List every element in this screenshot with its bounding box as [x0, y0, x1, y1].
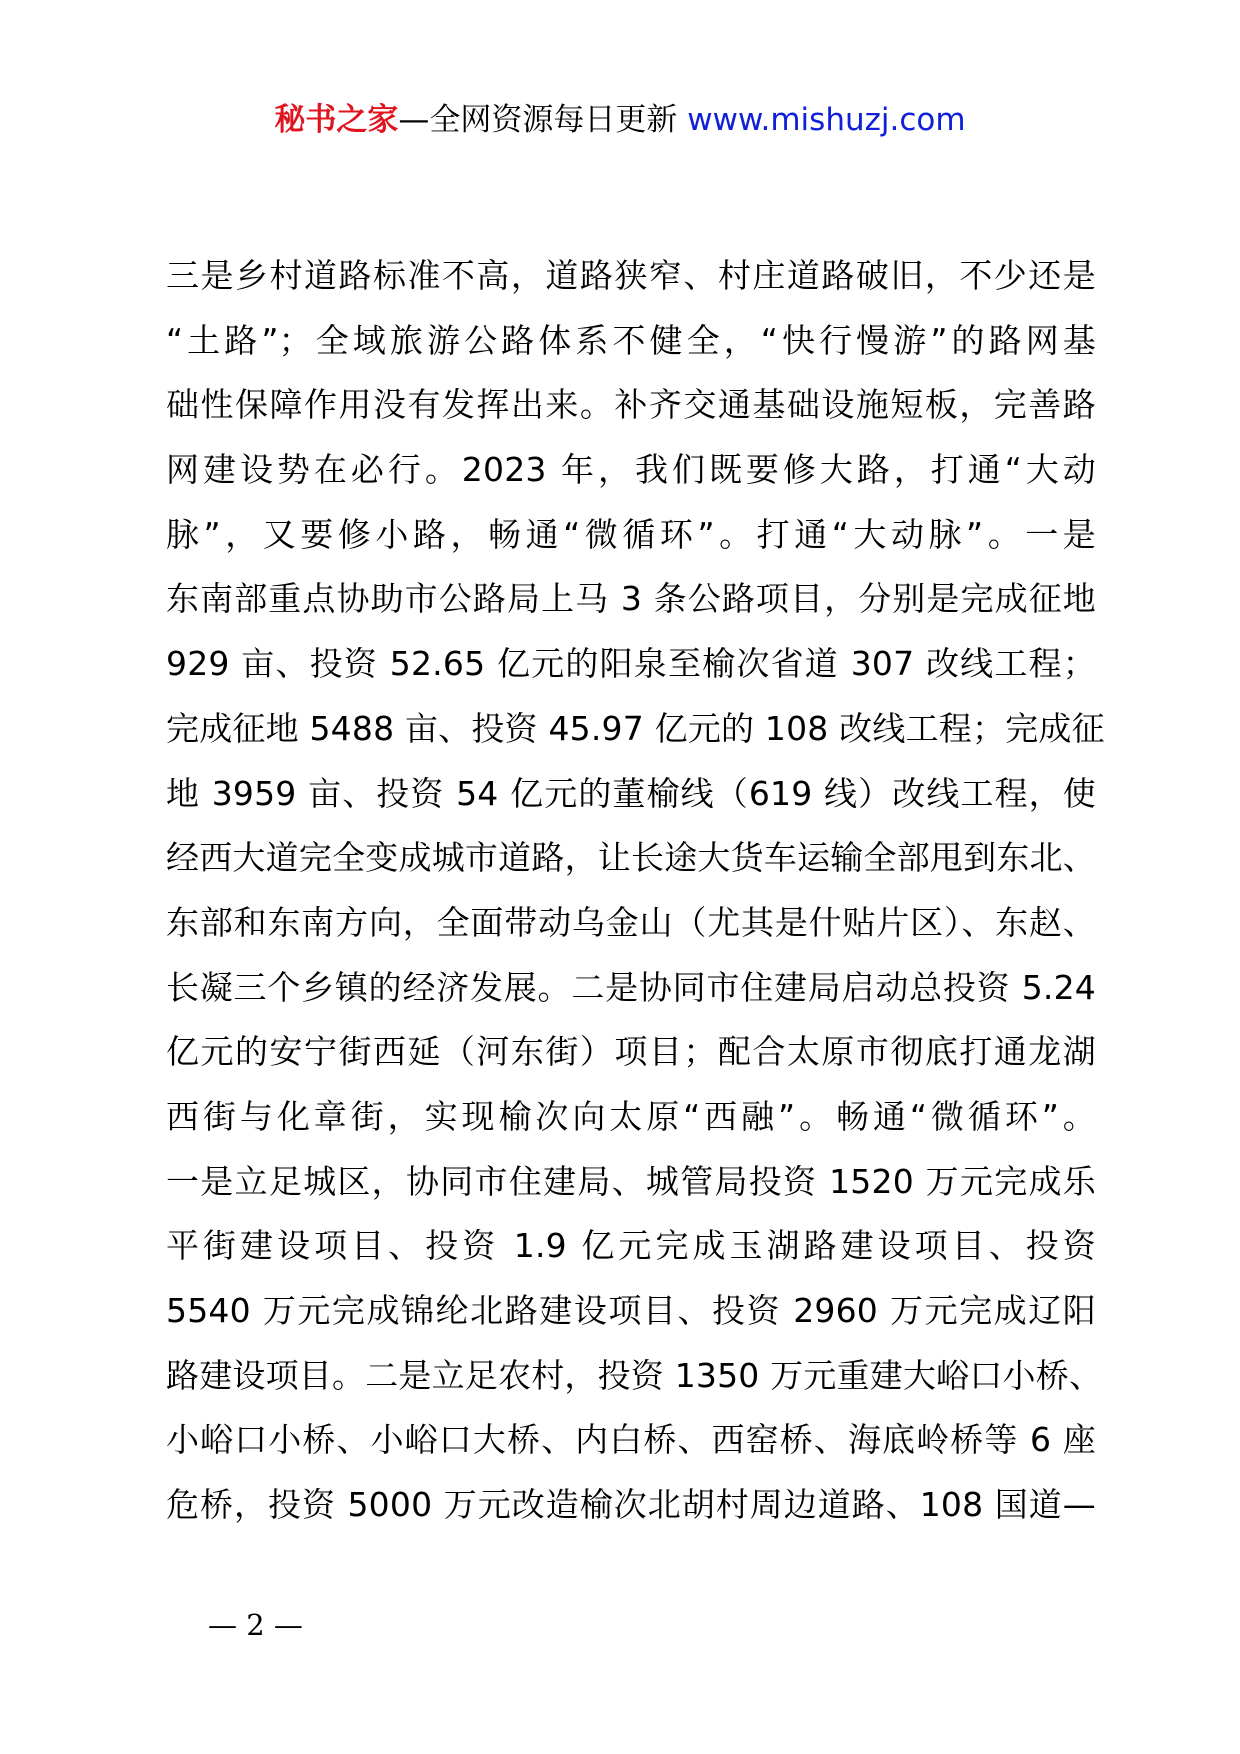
body-line: 危桥，投资 5000 万元改造榆次北胡村周边道路、108 国道—	[166, 1485, 1096, 1525]
body-line: 脉”，又要修小路，畅通“微循环”。打通“大动脉”。一是	[166, 514, 1096, 554]
site-url-link[interactable]: www.mishuzj.com	[687, 102, 966, 138]
body-line: 路建设项目。二是立足农村，投资 1350 万元重建大峪口小桥、	[166, 1355, 1103, 1395]
body-line: 地 3959 亩、投资 54 亿元的董榆线（619 线）改线工程，使	[166, 773, 1096, 813]
body-line: 一是立足城区，协同市住建局、城管局投资 1520 万元完成乐	[166, 1161, 1096, 1201]
body-line: 5540 万元完成锦纶北路建设项目、投资 2960 万元完成辽阳	[166, 1291, 1096, 1330]
site-header	[0, 98, 1240, 142]
document-body	[166, 244, 1105, 1538]
brand-name: 秘书之家	[274, 102, 399, 138]
body-line: 完成征地 5488 亩、投资 45.97 亿元的 108 改线工程；完成征	[166, 708, 1105, 748]
body-line: 929 亩、投资 52.65 亿元的阳泉至榆次省道 307 改线工程；	[166, 644, 1096, 684]
page-number: — 2 —	[208, 1608, 303, 1642]
header-tagline: —全网资源每日更新	[398, 102, 678, 138]
body-line: 平街建设项目、投资 1.9 亿元完成玉湖路建设项目、投资	[166, 1226, 1096, 1266]
body-line: 经西大道完全变成城市道路，让长途大货车运输全部甩到东北、	[166, 838, 1096, 878]
body-line: 西街与化章街，实现榆次向太原“西融”。畅通“微循环”。	[166, 1096, 1096, 1136]
body-line: 础性保障作用没有发挥出来。补齐交通基础设施短板，完善路	[166, 385, 1096, 425]
body-line: 亿元的安宁街西延（河东街）项目；配合太原市彻底打通龙湖	[166, 1032, 1096, 1072]
body-line: 东部和东南方向，全面带动乌金山（尤其是什贴片区）、东赵、	[166, 902, 1096, 942]
body-line: 网建设势在必行。2023 年，我们既要修大路，打通“大动	[166, 450, 1096, 490]
body-line: 三是乡村道路标准不高，道路狭窄、村庄道路破旧，不少还是	[166, 256, 1096, 295]
body-line: 长凝三个乡镇的经济发展。二是协同市住建局启动总投资 5.24	[166, 967, 1096, 1007]
body-line: “土路”；全域旅游公路体系不健全，“快行慢游”的路网基	[166, 320, 1096, 360]
body-line: 小峪口小桥、小峪口大桥、内白桥、西窑桥、海底岭桥等 6 座	[166, 1420, 1096, 1460]
body-line: 东南部重点协助市公路局上马 3 条公路项目，分别是完成征地	[166, 579, 1096, 619]
